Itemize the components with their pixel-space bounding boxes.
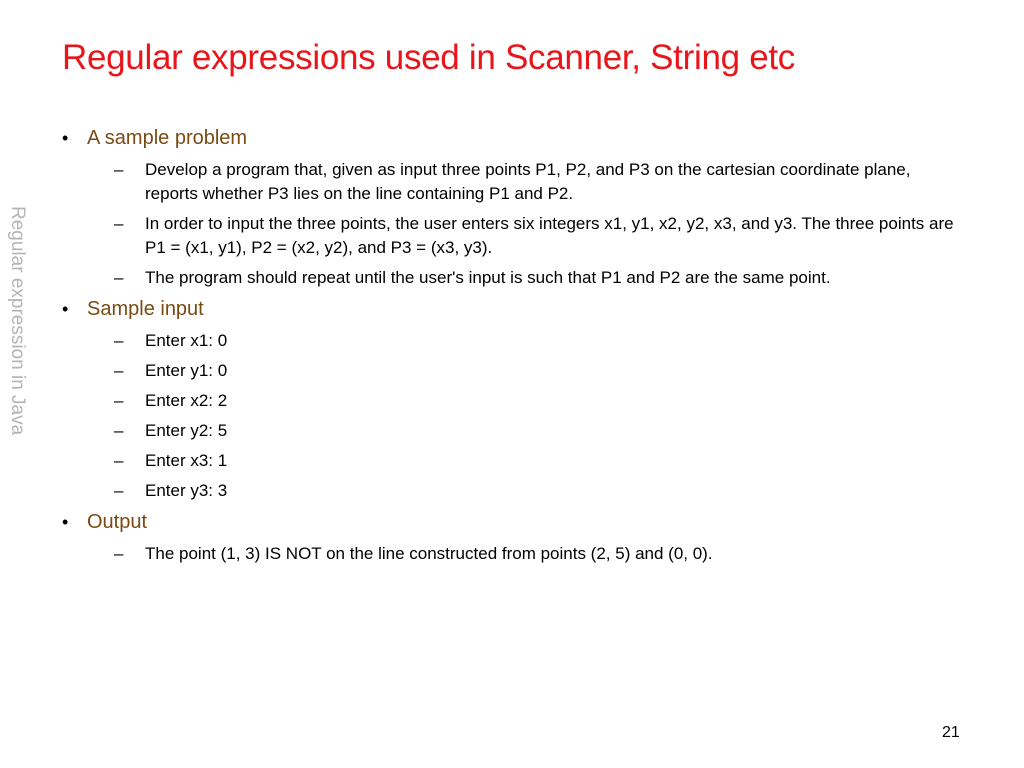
list-item-text: In order to input the three points, the user enters six integers x1, y1, x2, y2, x3, and y3. The three points are P1 = (x1, y1), P2 = (x2, y2), and P3 = (x3, y3). xyxy=(145,214,954,257)
dash-icon: – xyxy=(114,421,124,440)
dash-icon: – xyxy=(114,160,124,179)
slide-content xyxy=(62,124,962,566)
list-item xyxy=(114,419,962,443)
section-heading-text: Output xyxy=(87,511,148,533)
slide-title: Regular expressions used in Scanner, String etc xyxy=(62,38,795,77)
list-item xyxy=(114,449,962,473)
list-item-text: The point (1, 3) IS NOT on the line constructed from points (2, 5) and (0, 0). xyxy=(145,544,713,563)
list-item xyxy=(114,212,962,260)
section-heading xyxy=(62,508,962,536)
section-heading xyxy=(62,295,962,323)
dash-icon: – xyxy=(114,544,124,563)
list-item xyxy=(114,329,962,353)
bullet-icon: • xyxy=(62,512,69,532)
list-item-text: Enter y3: 3 xyxy=(145,481,228,500)
page-number: 21 xyxy=(942,724,960,741)
list-item xyxy=(114,389,962,413)
list-item-text: Enter y1: 0 xyxy=(145,361,228,380)
bullet-icon: • xyxy=(62,128,69,148)
section-heading-text: A sample problem xyxy=(87,127,248,149)
list-item xyxy=(114,542,962,566)
list-item-text: Enter x2: 2 xyxy=(145,391,228,410)
dash-icon: – xyxy=(114,214,124,233)
list-item-text: Enter x3: 1 xyxy=(145,451,228,470)
section-heading-text: Sample input xyxy=(87,298,204,320)
list-item-text: Develop a program that, given as input three points P1, P2, and P3 on the cartesian coordinate plane, reports whether P3 lies on the line containing P1 and P2. xyxy=(145,160,911,203)
list-item-text: The program should repeat until the user's input is such that P1 and P2 are the same point. xyxy=(145,268,831,287)
list-item xyxy=(114,158,962,206)
list-item-text: Enter y2: 5 xyxy=(145,421,228,440)
list-item xyxy=(114,266,962,290)
dash-icon: – xyxy=(114,481,124,500)
bullet-icon: • xyxy=(62,299,69,319)
dash-icon: – xyxy=(114,391,124,410)
section-heading xyxy=(62,124,962,152)
dash-icon: – xyxy=(114,451,124,470)
dash-icon: – xyxy=(114,361,124,380)
sidebar-caption: Regular expression in Java xyxy=(7,206,28,436)
dash-icon: – xyxy=(114,268,124,287)
list-item xyxy=(114,359,962,383)
list-item-text: Enter x1: 0 xyxy=(145,331,228,350)
dash-icon: – xyxy=(114,331,124,350)
list-item xyxy=(114,479,962,503)
